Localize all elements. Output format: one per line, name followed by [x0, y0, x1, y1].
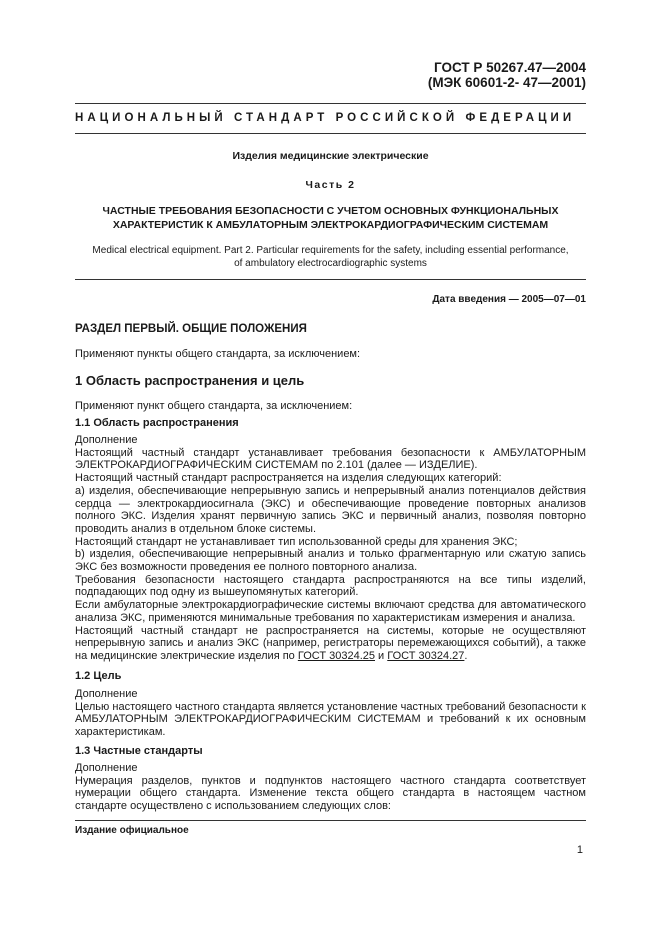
gost-30324-25-link[interactable]: ГОСТ 30324.25	[297, 649, 375, 662]
paragraph: Требования безопасности настоящего стандарта распространяются на все типы изделий, подпадающих под одну из вышеупомянутых категорий.	[75, 573, 586, 599]
clause-1-1-heading: 1.1 Область распространения	[75, 417, 239, 429]
clause-1-2-body	[75, 688, 586, 739]
paragraph: Целью настоящего частного стандарта является установление частных требований безопасности к АМБУЛАТОРНЫМ ЭЛЕКТРОКАРДИОГРАФИЧЕСКИМ СИСТЕМАМ и требований к их основным характеристикам.	[75, 700, 586, 739]
product-subject: Изделия медицинские электрические	[232, 150, 429, 162]
clause-1-heading: 1 Область распространения и цель	[75, 373, 305, 388]
gost-30324-27-link[interactable]: ГОСТ 30324.27	[387, 649, 465, 662]
footer-rule	[75, 820, 586, 821]
paragraph: Настоящий частный стандарт устанавливает требования безопасности к АМБУЛАТОРНЫМ ЭЛЕКТРОКАРДИОГРАФИЧЕСКИМ СИСТЕМАМ по 2.101 (далее — ИЗДЕЛИЕ).	[75, 446, 586, 472]
top-rule	[75, 103, 586, 104]
paragraph: Настоящий частный стандарт распространяется на изделия следующих категорий:	[75, 472, 502, 485]
english-title: Medical electrical equipment. Part 2. Particular requirements for the safety, including essential performance, of ambulatory electrocardiographic systems	[92, 245, 569, 269]
addition-label: Дополнение	[75, 688, 138, 700]
page-number: 1	[576, 844, 583, 856]
clause-1-intro: Применяют пункт общего стандарта, за исключением:	[75, 400, 353, 412]
section-intro: Применяют пункты общего стандарта, за исключением:	[75, 348, 361, 360]
paragraph: Если амбулаторные электрокардиографические системы включают средства для автоматического анализа ЭКС, применяются минимальные требования по характеристикам измерения и анализа.	[75, 599, 586, 624]
paragraph: Настоящий стандарт не устанавливает тип использованной среды для хранения ЭКС;	[75, 535, 518, 548]
clause-1-3-heading: 1.3 Частные стандарты	[75, 745, 203, 757]
iec-number: (МЭК 60601-2- 47—2001)	[427, 75, 586, 90]
clause-1-3-body	[75, 762, 586, 813]
clause-1-2-heading: 1.2 Цель	[75, 670, 122, 682]
paragraph: Настоящий частный стандарт не распространяется на системы, которые не осуществляют непрерывную запись и анализ ЭКС (например, регистраторы перемежающихся событий), а также на медицинские электрические изделия по ГОСТ 30324.25 и ГОСТ 30324.27.	[75, 624, 586, 662]
title-rule	[75, 279, 586, 280]
banner-rule	[75, 133, 586, 134]
clause-1-1-body	[75, 434, 586, 663]
gost-number: ГОСТ Р 50267.47—2004	[434, 60, 586, 75]
addition-label: Дополнение	[75, 762, 138, 774]
document-title: ЧАСТНЫЕ ТРЕБОВАНИЯ БЕЗОПАСНОСТИ С УЧЕТОМ ОСНОВНЫХ ФУНКЦИОНАЛЬНЫХ ХАРАКТЕРИСТИК К АМБУЛАТОРНЫМ ЭЛЕКТРОКАРДИОГРАФИЧЕСКИМ СИСТЕМАМ	[102, 205, 559, 231]
paragraph: b) изделия, обеспечивающие непрерывный анализ и только фрагментарную или сжатую запись ЭКС без возможности проведения ее полного повторного анализа.	[75, 548, 586, 574]
addition-label: Дополнение	[75, 434, 138, 446]
official-edition-label: Издание официальное	[75, 825, 189, 836]
introduction-date: Дата введения — 2005—07—01	[432, 294, 586, 305]
national-standard-banner: НАЦИОНАЛЬНЫЙ СТАНДАРТ РОССИЙСКОЙ ФЕДЕРАЦИИ	[75, 112, 576, 124]
part-label: Часть 2	[305, 179, 356, 191]
standard-designation	[428, 60, 586, 90]
section-heading: РАЗДЕЛ ПЕРВЫЙ. ОБЩИЕ ПОЛОЖЕНИЯ	[75, 323, 307, 335]
paragraph: а) изделия, обеспечивающие непрерывную запись и непрерывный анализ потенциалов действия сердца — электрокардиосигнала (ЭКС) и обеспечивающие проведение повторных анализов полного ЭКС. Изделия хранят первичную запись ЭКС и первичный анализ, позволяя повторно проводить анализ в отдельном блоке системы.	[75, 484, 586, 535]
paragraph: Нумерация разделов, пунктов и подпунктов настоящего частного стандарта соответствует нумерации общего стандарта. Изменение текста общего стандарта в настоящем частном стандарте осуществлено с использованием следующих слов:	[75, 774, 586, 813]
